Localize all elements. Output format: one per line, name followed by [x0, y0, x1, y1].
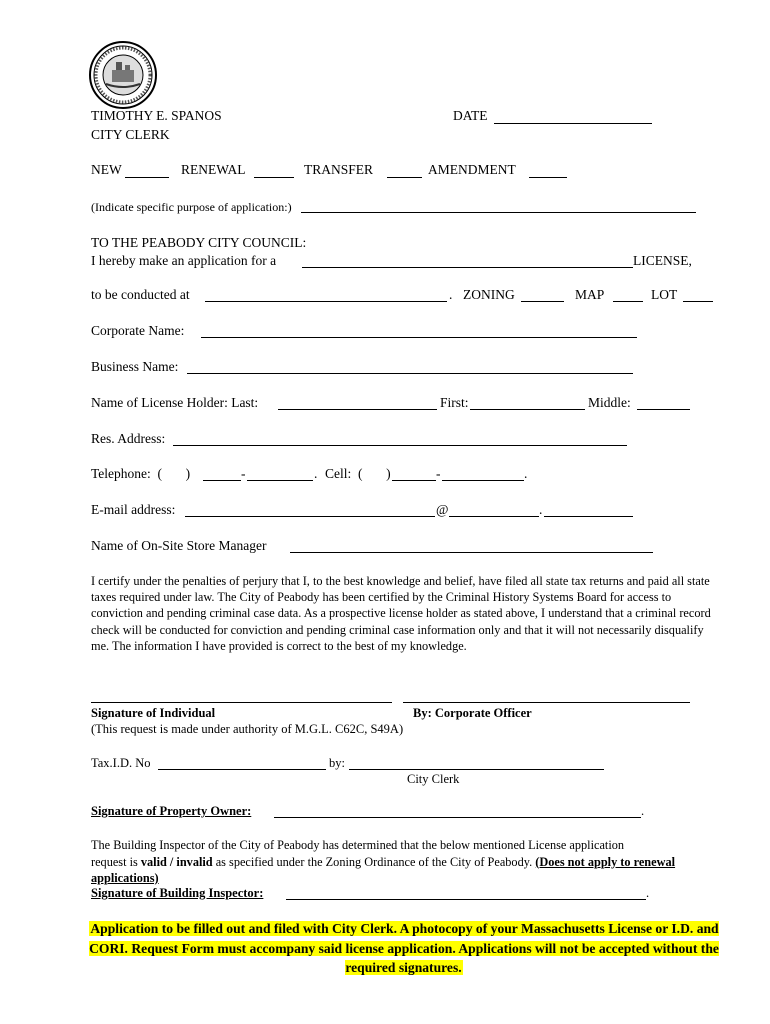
holder-last-label: Name of License Holder: Last: [91, 395, 259, 410]
telephone-period: . [314, 466, 318, 481]
type-transfer-field[interactable] [387, 177, 422, 178]
conducted-at-label: to be conducted at [91, 287, 190, 302]
holder-first-label: First: [440, 395, 469, 410]
inspector-line2-mid: as specified under the Zoning Ordinance of the City of Peabody. [212, 854, 536, 869]
filing-notice-text: Application to be filled out and filed with City Clerk. A photocopy of your Massachusetts License or I.D. and CORI. Request Form must accompany said license application. Applications will not be accepted without the required signatures. [89, 921, 719, 975]
renewal-exemption-note: (Does not apply to renewal applications) [91, 854, 676, 885]
type-new-label: NEW [91, 162, 122, 177]
type-renewal-label: RENEWAL [181, 162, 246, 177]
tax-by-label: by: [329, 756, 345, 770]
individual-signature-label: Signature of Individual [91, 706, 216, 720]
email-domain-field[interactable] [449, 516, 539, 517]
type-renewal-field[interactable] [254, 177, 294, 178]
building-inspector-period: . [646, 886, 650, 900]
building-inspector-label: Signature of Building Inspector: [91, 886, 264, 900]
purpose-label: (Indicate specific purpose of application:) [91, 200, 292, 214]
license-type-field[interactable] [302, 267, 633, 268]
type-transfer-label: TRANSFER [304, 162, 374, 177]
corporate-officer-signature-field[interactable] [403, 702, 690, 703]
cell-dash: - [436, 466, 441, 481]
holder-middle-field[interactable] [637, 409, 690, 410]
address-label: Res. Address: [91, 431, 166, 446]
business-name-label: Business Name: [91, 359, 179, 374]
cell-label: Cell: ( ) [325, 466, 391, 481]
conducted-at-field[interactable] [205, 301, 447, 302]
email-user-field[interactable] [185, 516, 435, 517]
council-heading: TO THE PEABODY CITY COUNCIL: [91, 235, 307, 250]
lot-field[interactable] [683, 301, 713, 302]
clerk-title: CITY CLERK [91, 127, 170, 142]
tax-id-label: Tax.I.D. No [91, 756, 151, 770]
telephone-number-field[interactable] [247, 480, 313, 481]
zoning-label: ZONING [463, 287, 515, 302]
city-seal-logo [88, 40, 158, 110]
holder-first-field[interactable] [470, 409, 585, 410]
email-label: E-mail address: [91, 502, 176, 517]
property-owner-label: Signature of Property Owner: [91, 804, 252, 818]
store-manager-label: Name of On-Site Store Manager [91, 538, 267, 553]
valid-invalid-option[interactable]: valid / invalid [140, 854, 213, 869]
holder-middle-label: Middle: [588, 395, 631, 410]
city-clerk-signature-field[interactable] [349, 769, 604, 770]
email-at: @ [436, 502, 449, 517]
lot-label: LOT [651, 287, 678, 302]
clerk-name: TIMOTHY E. SPANOS [91, 108, 222, 123]
building-inspector-signature-field[interactable] [286, 899, 646, 900]
date-label: DATE [453, 108, 488, 123]
cell-prefix-field[interactable] [392, 480, 436, 481]
conducted-period: . [449, 287, 453, 302]
corporate-name-field[interactable] [201, 337, 637, 338]
store-manager-field[interactable] [290, 552, 653, 553]
zoning-field[interactable] [521, 301, 564, 302]
individual-signature-field[interactable] [91, 702, 392, 703]
filing-notice [84, 919, 724, 978]
city-clerk-label: City Clerk [407, 772, 460, 786]
cell-period: . [524, 466, 528, 481]
property-owner-signature-field[interactable] [274, 817, 641, 818]
authority-note: (This request is made under authority of M.G.L. C62C, S49A) [91, 722, 404, 736]
type-new-field[interactable] [125, 177, 169, 178]
inspector-statement [91, 837, 711, 887]
cell-number-field[interactable] [442, 480, 524, 481]
date-field[interactable] [494, 123, 652, 124]
holder-last-field[interactable] [278, 409, 437, 410]
telephone-dash: - [241, 466, 246, 481]
corporate-officer-label: By: Corporate Officer [413, 706, 532, 720]
type-amendment-field[interactable] [529, 177, 567, 178]
license-suffix: LICENSE, [633, 253, 692, 268]
inspector-line1: The Building Inspector of the City of Peabody has determined that the below mentioned License application [91, 838, 625, 852]
property-owner-period: . [641, 804, 645, 818]
telephone-prefix-field[interactable] [203, 480, 241, 481]
map-field[interactable] [613, 301, 643, 302]
address-field[interactable] [173, 445, 627, 446]
apply-label: I hereby make an application for a [91, 253, 277, 268]
purpose-field[interactable] [301, 212, 696, 213]
email-dot: . [539, 502, 543, 517]
tax-id-field[interactable] [158, 769, 326, 770]
map-label: MAP [575, 287, 605, 302]
certification-statement: I certify under the penalties of perjury that I, to the best knowledge and belief, have filed all state tax returns and paid all state taxes required under law. The City of Peabody has been certified by the Criminal History Systems Board for access to conviction and pending criminal case data. As a prospective license holder as stated above, I understand that a criminal record check will be conducted for conviction and pending criminal case information only and that it will not necessarily disqualify me. The information I have provided is correct to the best of my knowledge. [91, 574, 711, 653]
email-tld-field[interactable] [544, 516, 633, 517]
telephone-label: Telephone: ( ) [91, 466, 191, 481]
corporate-name-label: Corporate Name: [91, 323, 185, 338]
inspector-line2-pre: request is [91, 854, 141, 869]
type-amendment-label: AMENDMENT [428, 162, 516, 177]
business-name-field[interactable] [187, 373, 633, 374]
